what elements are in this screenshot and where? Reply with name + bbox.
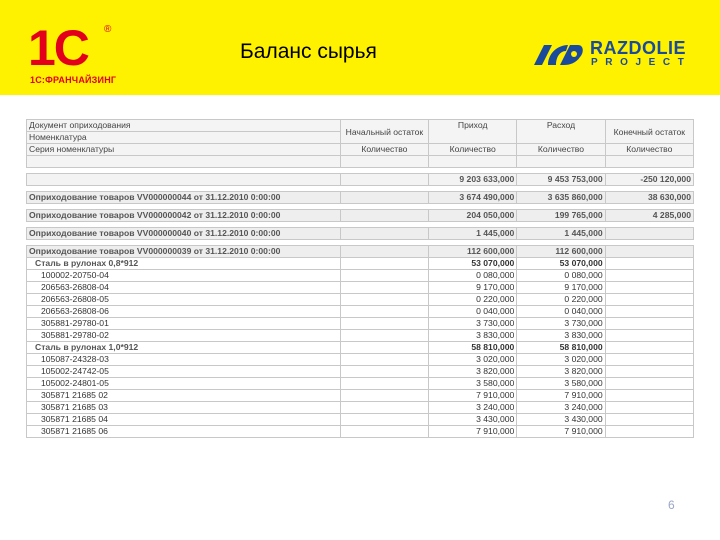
series-expense: 0 220,000: [517, 294, 605, 306]
document-receipt: 204 050,000: [429, 210, 517, 222]
column-header-series: Серия номенклатуры: [27, 144, 341, 156]
series-receipt: 3 240,000: [429, 402, 517, 414]
series-name: 206563-26808-04: [27, 282, 341, 294]
document-expense: 3 635 860,000: [517, 192, 605, 204]
nomenclature-receipt: 53 070,000: [429, 258, 517, 270]
document-name: Оприходование товаров VV000000042 от 31.12.2010 0:00:00: [27, 210, 341, 222]
column-header-expense: Расход: [517, 120, 605, 144]
series-expense: 3 430,000: [517, 414, 605, 426]
page-title: Баланс сырья: [240, 40, 377, 63]
balance-table: [26, 119, 694, 438]
series-receipt: 3 020,000: [429, 354, 517, 366]
document-receipt: 1 445,000: [429, 228, 517, 240]
series-receipt: 3 580,000: [429, 378, 517, 390]
series-closing: [605, 354, 693, 366]
series-receipt: 3 730,000: [429, 318, 517, 330]
document-opening: [340, 210, 428, 222]
total-receipt: 9 203 633,000: [429, 174, 517, 186]
document-name: Оприходование товаров VV000000039 от 31.12.2010 0:00:00: [27, 246, 341, 258]
razdolie-logo: [530, 38, 700, 72]
series-opening: [340, 426, 428, 438]
series-row: [27, 390, 694, 402]
razdolie-mark-icon: [530, 39, 586, 71]
series-expense: 7 910,000: [517, 426, 605, 438]
series-closing: [605, 402, 693, 414]
series-receipt: 3 820,000: [429, 366, 517, 378]
series-name: 105002-24742-05: [27, 366, 341, 378]
series-name: 100002-20750-04: [27, 270, 341, 282]
series-opening: [340, 414, 428, 426]
header-band: [0, 0, 720, 95]
nomenclature-expense: 58 810,000: [517, 342, 605, 354]
nomenclature-opening: [340, 258, 428, 270]
series-closing: [605, 330, 693, 342]
total-opening: [340, 174, 428, 186]
series-closing: [605, 378, 693, 390]
series-row: [27, 330, 694, 342]
series-name: 305881-29780-01: [27, 318, 341, 330]
document-expense: 112 600,000: [517, 246, 605, 258]
total-expense: 9 453 753,000: [517, 174, 605, 186]
series-expense: 0 040,000: [517, 306, 605, 318]
series-opening: [340, 318, 428, 330]
series-name: 206563-26808-05: [27, 294, 341, 306]
series-receipt: 3 430,000: [429, 414, 517, 426]
series-closing: [605, 306, 693, 318]
document-closing: [605, 246, 693, 258]
series-closing: [605, 270, 693, 282]
series-row: [27, 402, 694, 414]
total-row: [27, 174, 694, 186]
series-row: [27, 270, 694, 282]
series-row: [27, 378, 694, 390]
brand-name: RAZDOLIE: [590, 38, 686, 58]
series-opening: [340, 306, 428, 318]
series-opening: [340, 330, 428, 342]
document-row: [27, 246, 694, 258]
nomenclature-opening: [340, 342, 428, 354]
series-name: 305871 21685 02: [27, 390, 341, 402]
series-closing: [605, 282, 693, 294]
document-opening: [340, 246, 428, 258]
series-receipt: 0 080,000: [429, 270, 517, 282]
series-closing: [605, 366, 693, 378]
qty-header-expense: Количество: [517, 144, 605, 156]
series-expense: 3 580,000: [517, 378, 605, 390]
nomenclature-receipt: 58 810,000: [429, 342, 517, 354]
page-number: 6: [668, 498, 675, 512]
document-row: [27, 228, 694, 240]
nomenclature-row: [27, 342, 694, 354]
series-expense: 3 830,000: [517, 330, 605, 342]
document-receipt: 112 600,000: [429, 246, 517, 258]
series-receipt: 7 910,000: [429, 426, 517, 438]
qty-header-receipt: Количество: [429, 144, 517, 156]
series-row: [27, 318, 694, 330]
series-closing: [605, 318, 693, 330]
nomenclature-name: Сталь в рулонах 1,0*912: [27, 342, 341, 354]
header-row-series: [27, 144, 694, 156]
document-expense: 1 445,000: [517, 228, 605, 240]
1c-franchise-logo: [28, 22, 120, 84]
document-receipt: 3 674 490,000: [429, 192, 517, 204]
series-closing: [605, 294, 693, 306]
series-row: [27, 282, 694, 294]
series-closing: [605, 426, 693, 438]
series-row: [27, 366, 694, 378]
series-row: [27, 354, 694, 366]
series-name: 305871 21685 04: [27, 414, 341, 426]
registered-mark: ®: [104, 24, 112, 35]
document-row: [27, 192, 694, 204]
nomenclature-row: [27, 258, 694, 270]
brand-subtitle: PROJECT: [591, 57, 692, 68]
qty-header-opening: Количество: [340, 144, 428, 156]
document-opening: [340, 228, 428, 240]
series-name: 105087-24328-03: [27, 354, 341, 366]
document-closing: 38 630,000: [605, 192, 693, 204]
1c-logo-mark: 1С: [28, 20, 88, 76]
series-row: [27, 426, 694, 438]
nomenclature-expense: 53 070,000: [517, 258, 605, 270]
series-opening: [340, 354, 428, 366]
series-expense: 3 240,000: [517, 402, 605, 414]
series-name: 305871 21685 06: [27, 426, 341, 438]
series-opening: [340, 390, 428, 402]
column-header-opening-balance: Начальный остаток: [340, 120, 428, 144]
series-receipt: 0 040,000: [429, 306, 517, 318]
header-row-empty: [27, 156, 694, 168]
document-name: Оприходование товаров VV000000040 от 31.12.2010 0:00:00: [27, 228, 341, 240]
raw-material-balance-report: [26, 119, 694, 438]
series-expense: 3 730,000: [517, 318, 605, 330]
franchise-label: 1С:ФРАНЧАЙЗИНГ: [30, 75, 117, 85]
column-header-document: Документ оприходования: [27, 120, 341, 132]
document-opening: [340, 192, 428, 204]
total-label-cell: [27, 174, 341, 186]
series-closing: [605, 390, 693, 402]
nomenclature-closing: [605, 342, 693, 354]
series-receipt: 7 910,000: [429, 390, 517, 402]
series-row: [27, 306, 694, 318]
series-row: [27, 414, 694, 426]
series-row: [27, 294, 694, 306]
document-row: [27, 210, 694, 222]
series-name: 305881-29780-02: [27, 330, 341, 342]
series-opening: [340, 378, 428, 390]
series-expense: 7 910,000: [517, 390, 605, 402]
series-name: 305871 21685 03: [27, 402, 341, 414]
column-header-receipt: Приход: [429, 120, 517, 144]
series-expense: 3 020,000: [517, 354, 605, 366]
series-name: 105002-24801-05: [27, 378, 341, 390]
series-opening: [340, 294, 428, 306]
document-closing: 4 285,000: [605, 210, 693, 222]
series-name: 206563-26808-06: [27, 306, 341, 318]
document-name: Оприходование товаров VV000000044 от 31.12.2010 0:00:00: [27, 192, 341, 204]
header-row-document: [27, 120, 694, 132]
series-opening: [340, 282, 428, 294]
nomenclature-closing: [605, 258, 693, 270]
series-opening: [340, 270, 428, 282]
series-opening: [340, 402, 428, 414]
series-expense: 9 170,000: [517, 282, 605, 294]
document-expense: 199 765,000: [517, 210, 605, 222]
series-closing: [605, 414, 693, 426]
column-header-closing-balance: Конечный остаток: [605, 120, 693, 144]
document-closing: [605, 228, 693, 240]
series-receipt: 9 170,000: [429, 282, 517, 294]
column-header-nomenclature: Номенклатура: [27, 132, 341, 144]
series-receipt: 0 220,000: [429, 294, 517, 306]
total-closing: -250 120,000: [605, 174, 693, 186]
series-opening: [340, 366, 428, 378]
series-expense: 0 080,000: [517, 270, 605, 282]
qty-header-closing: Количество: [605, 144, 693, 156]
series-receipt: 3 830,000: [429, 330, 517, 342]
series-expense: 3 820,000: [517, 366, 605, 378]
nomenclature-name: Сталь в рулонах 0,8*912: [27, 258, 341, 270]
